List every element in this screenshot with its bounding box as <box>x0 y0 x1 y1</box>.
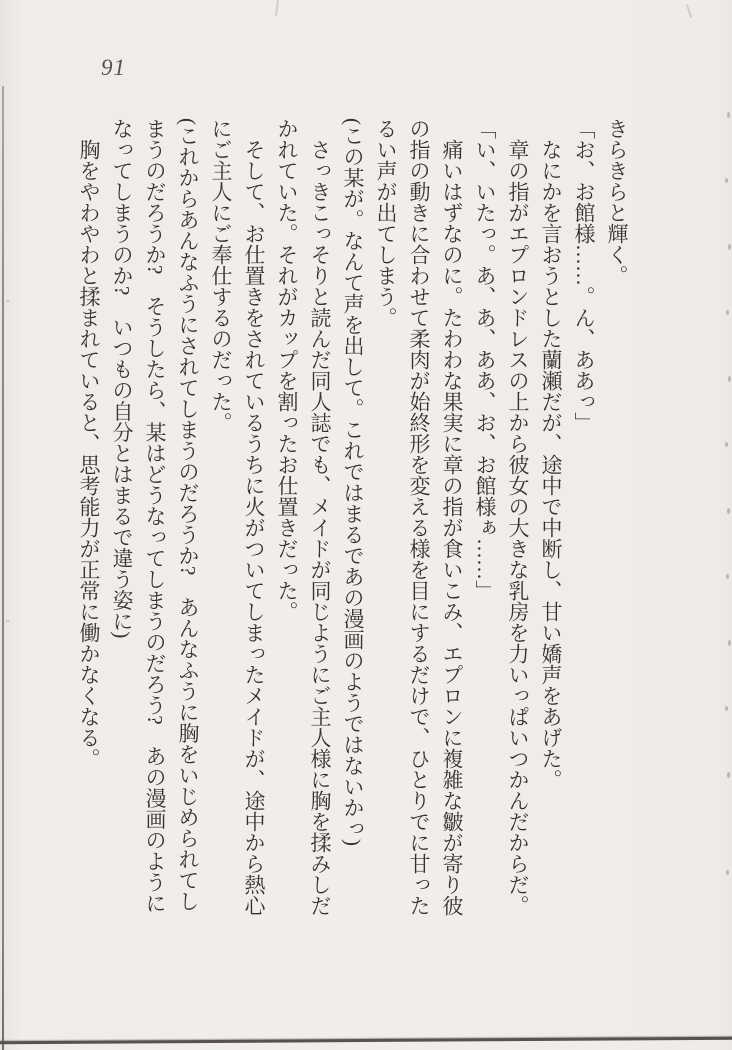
paragraph: そして、お仕置きをされているうちに火がついてしまったメイドが、途中から熱心にご主人にご奉仕するのだった。 <box>209 118 266 916</box>
paragraph: 痛いはずなのに。たわわな果実に章の指が食いこみ、エプロンに複雑な皺が寄り彼の指の動きに合わせて柔肉が始終形を変える様を目にするだけで、ひとりでに甘ったるい声が出てしまう。 <box>374 118 464 916</box>
scan-speck <box>726 870 729 875</box>
page-bottom-edge-line <box>0 1037 732 1045</box>
scan-speck <box>725 178 728 183</box>
scan-speck <box>727 772 730 778</box>
page-number: 91 <box>101 55 126 80</box>
paragraph: 章の指がエプロンドレスの上から彼女の大きな乳房を力いっぱいつかんだからだ。 <box>506 139 530 916</box>
scan-speck <box>727 112 730 118</box>
scan-smudge <box>275 0 279 16</box>
paragraph: 胸をやわやわと揉まれていると、思考能力が正常に働かなくなる。 <box>77 139 101 769</box>
scan-smudge <box>686 4 692 18</box>
scan-speck <box>726 574 729 579</box>
scan-speck <box>725 442 728 447</box>
paragraph: きらきらと輝く。 <box>605 118 629 286</box>
scan-speck <box>726 310 729 315</box>
scan-smudge <box>6 620 10 622</box>
paragraph: 「い、いたっ。あ、あ、ああ、お、お館様ぁ……」 <box>473 118 497 601</box>
paragraph: (この某が。なんて声を出して。これではまるであの漫画のようではないかっ) <box>341 118 365 846</box>
scan-speck <box>728 640 731 646</box>
scan-speck <box>728 376 731 382</box>
scan-smudge <box>6 300 10 302</box>
scan-speck <box>727 508 730 514</box>
paragraph: 「お、お館様……。ん、ああっ」 <box>572 118 596 433</box>
paragraph: なにかを言おうとした蘭瀬だが、途中で中断し、甘い嬌声をあげた。 <box>539 139 563 790</box>
paragraph: さっきこっそりと読んだ同人誌でも、メイドが同じようにご主人様に胸を揉みしだかれていた。それがカップを割ったお仕置きだった。 <box>275 118 332 916</box>
vertical-text-block <box>72 118 633 918</box>
scan-speck <box>728 244 731 250</box>
scan-speck <box>725 706 728 711</box>
paragraph: (これからあんなふうにされてしまうのだろうか? あんなふうに胸をいじめられてしまうのだろうか? そうしたら、某はどうなってしまうのだろう? あの漫画のようになってしまうのか? いつもの自分とはまるで違う姿に) <box>110 118 200 914</box>
page-gutter-line <box>2 86 4 1050</box>
